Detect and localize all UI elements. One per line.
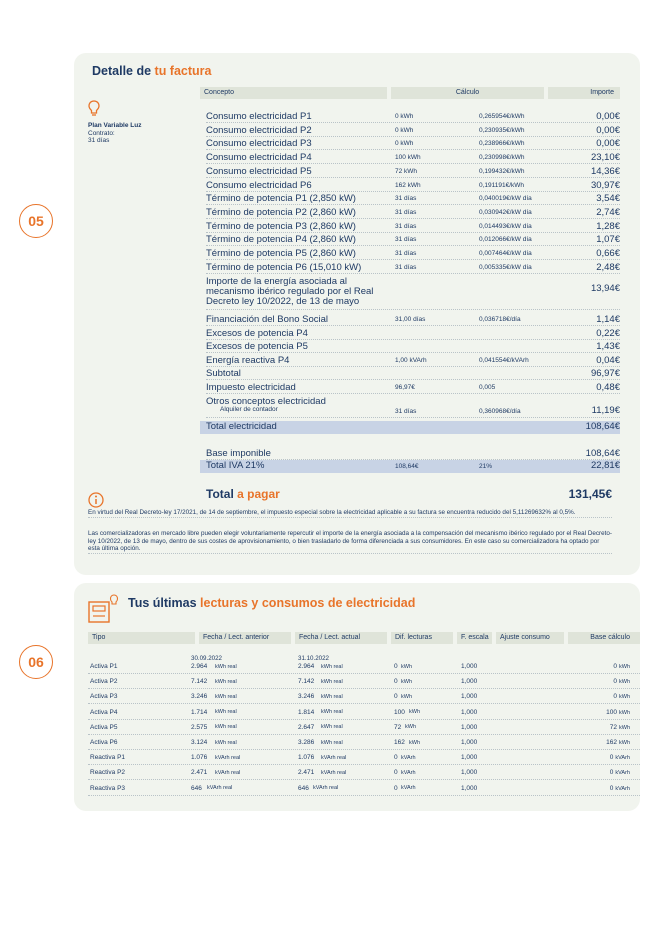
invoice-row	[206, 262, 620, 274]
readings-header: Base cálculo	[568, 632, 640, 644]
row-precio: 0,014493€/kW día	[479, 222, 532, 230]
readings-title-b: lecturas y consumos de electricidad	[200, 596, 416, 610]
readings-header: Ajuste consumo	[496, 632, 564, 644]
reading-tipo: Activa P3	[90, 693, 118, 701]
row-precio: 0,036718€/día	[479, 316, 521, 323]
reading-base-unit: kWh	[619, 664, 630, 670]
row-divider	[88, 703, 640, 704]
reading-diff-value: 0	[394, 693, 398, 701]
header-concepto: Concepto	[200, 87, 387, 99]
row-importe: 2,74€	[596, 206, 620, 218]
readings-header: Dif. lecturas	[391, 632, 453, 644]
reading-diff-value: 0	[394, 754, 398, 762]
row-precio: 0,007464€/kW día	[479, 250, 532, 257]
header-calculo: Cálculo	[391, 87, 544, 99]
invoice-row	[206, 193, 620, 205]
reading-prev-value: 2.964	[191, 663, 208, 670]
reading-base	[610, 785, 630, 792]
header-importe: Importe	[548, 87, 620, 99]
date-prev: 30.09.2022	[191, 655, 222, 662]
row-precio: 0,012066€/kW día	[479, 236, 532, 244]
reading-base-value: 0	[613, 663, 617, 670]
otros-p: 0,360968€/día	[479, 408, 521, 415]
row-divider	[88, 673, 640, 674]
reading-tipo: Activa P2	[90, 678, 118, 686]
row-precio: 0,230935€/kWh	[479, 126, 525, 134]
invoice-row	[206, 341, 620, 353]
row-importe: 1,43€	[596, 341, 620, 353]
plan-dias: 31 días	[88, 137, 110, 144]
row-concepto: Término de potencia P5 (2,860 kW)	[206, 248, 356, 259]
reading-curr-unit: kWh real	[321, 739, 343, 746]
row-divider	[88, 688, 640, 689]
row-importe: 0,66€	[596, 248, 620, 259]
reading-factor: 1,000	[461, 678, 478, 686]
reading-factor: 1,000	[461, 784, 478, 792]
readings-panel	[74, 583, 640, 811]
row-concepto: Consumo electricidad P6	[206, 179, 312, 191]
info-icon	[88, 492, 104, 508]
readings-title-a: Tus últimas	[128, 596, 201, 610]
row-precio: 0,230998€/kWh	[479, 154, 525, 162]
invoice-row	[206, 180, 620, 192]
row-concepto: Término de potencia P2 (2,860 kW)	[206, 206, 356, 218]
reading-diff-unit: kVArh	[401, 754, 416, 761]
reading-prev-unit: kVArh real	[215, 769, 241, 776]
row-divider	[88, 795, 640, 796]
reading-prev-unit: kWh real	[215, 693, 237, 700]
iva-label: Total IVA 21%	[206, 460, 265, 471]
iva-q: 108,64€	[395, 463, 419, 470]
reading-base-unit: kWh	[619, 694, 630, 701]
otros-sub: Alquiler de contador	[220, 406, 278, 413]
reading-curr-unit: kWh real	[321, 693, 343, 700]
date-curr: 31.10.2022	[298, 655, 329, 662]
reading-prev-value: 2.575	[191, 723, 208, 731]
reading-base-value: 162	[606, 739, 617, 746]
row-concepto: Término de potencia P4 (2,860 kW)	[206, 234, 356, 246]
row-importe: 2,48€	[596, 261, 620, 273]
row-importe: 0,48€	[596, 382, 620, 393]
invoice-row	[206, 207, 620, 219]
invoice-row	[206, 382, 620, 394]
readings-header: F. escala	[457, 632, 492, 644]
row-precio: 0,005335€/kW día	[479, 263, 532, 271]
reading-base-value: 0	[609, 784, 614, 792]
reading-curr-unit: kVArh real	[321, 769, 347, 776]
reading-base-value: 72	[609, 723, 617, 731]
reading-prev-unit: kWh real	[215, 663, 237, 670]
row-precio: 0,041554€/kVArh	[479, 356, 529, 364]
row-concepto: Financiación del Bono Social	[206, 314, 328, 325]
reading-factor: 1,000	[461, 769, 478, 777]
reading-base-value: 0	[609, 754, 614, 762]
row-cantidad: 31 días	[395, 222, 417, 230]
total-part-b: a pagar	[237, 487, 280, 501]
row-importe: 0,22€	[596, 327, 620, 339]
row-importe: 1,14€	[596, 314, 620, 325]
plan-info	[88, 122, 141, 145]
row-importe: 1,07€	[596, 234, 620, 246]
reading-base-value: 0	[613, 693, 617, 701]
reading-diff-value: 72	[394, 723, 402, 731]
reading-curr-value: 2.471	[298, 769, 315, 777]
reading-base	[613, 678, 630, 685]
reading-diff-unit: kVArh	[401, 769, 416, 776]
reading-prev-value: 1.714	[191, 708, 208, 716]
reading-base-value: 0	[609, 769, 614, 777]
reading-prev-unit: kVArh real	[207, 785, 233, 792]
row-precio: 0,265954€/kWh	[479, 113, 525, 120]
row-importe: 96,97€	[590, 368, 620, 380]
row-cantidad: 100 kWh	[395, 154, 421, 162]
row-cantidad: 1,00 kVArh	[395, 356, 427, 364]
reading-base-unit: kVArh	[615, 785, 630, 792]
row-concepto: Término de potencia P3 (2,860 kW)	[206, 220, 356, 232]
reading-base-unit: kWh	[619, 679, 630, 686]
reading-base-value: 100	[606, 708, 617, 716]
row-concepto: Consumo electricidad P5	[206, 165, 312, 177]
reading-base-unit: kWh	[619, 740, 630, 746]
reading-prev-unit: kWh real	[215, 678, 237, 685]
invoice-row	[206, 234, 620, 246]
row-precio: 0,191191€/kWh	[479, 181, 525, 189]
reading-tipo: Activa P6	[90, 739, 118, 746]
base-label: Base imponible	[206, 448, 271, 459]
row-importe: 1,28€	[596, 220, 620, 232]
reading-diff-value: 100	[394, 708, 405, 716]
mib-line-3: Decreto ley 10/2022, de 13 de mayo	[206, 296, 360, 307]
row-importe: 30,97€	[590, 179, 620, 191]
reading-prev-value: 3.124	[191, 739, 208, 746]
plan-name: Plan Variable Luz	[88, 122, 142, 129]
reading-tipo: Reactiva P2	[90, 769, 126, 777]
row-concepto: Término de potencia P6 (15,010 kW)	[206, 261, 362, 273]
reading-base	[613, 693, 630, 700]
row-concepto: Energía reactiva P4	[206, 354, 290, 366]
base-value: 108,64€	[585, 448, 620, 459]
note-mib: Las comercializadoras en mercado libre pueden elegir voluntariamente repercutir el importe de la energía asociada a la compensación del mecanismo ibérico regulado por el Real Decreto-ley 10/2022, de 13 de mayo, dentro de sus costes de aprovisionamiento, o bien trasladarlo de forma diferenciada a sus consumidores. En este caso su comercializadora ha optado por esta última opción.	[88, 530, 612, 553]
reading-diff-value: 0	[394, 769, 398, 777]
invoice-row	[206, 328, 620, 340]
reading-diff-unit: kWh	[409, 739, 420, 746]
row-cantidad: 72 kWh	[395, 167, 418, 175]
invoice-row	[206, 125, 620, 137]
row-cantidad: 31,00 días	[395, 316, 426, 323]
reading-base	[606, 739, 630, 746]
row-cantidad: 162 kWh	[395, 181, 421, 189]
title-part-b: tu factura	[154, 64, 212, 78]
row-concepto: Consumo electricidad P3	[206, 138, 312, 150]
reading-base	[613, 663, 630, 670]
row-concepto: Excesos de potencia P5	[206, 341, 308, 353]
reading-curr-unit: kVArh real	[321, 754, 347, 761]
row-cantidad: 31 días	[395, 263, 417, 271]
row-divider	[88, 749, 640, 750]
reading-prev-unit: kWh real	[215, 709, 237, 716]
reading-factor: 1,000	[461, 723, 478, 731]
reading-curr-value: 3.246	[298, 693, 315, 701]
row-divider	[88, 764, 640, 765]
meter-icon	[88, 594, 122, 624]
readings-header: Fecha / Lect. anterior	[199, 632, 291, 644]
otros-row	[206, 396, 620, 418]
total-elec-label: Total electricidad	[206, 421, 277, 432]
reading-diff-value: 0	[394, 784, 398, 792]
invoice-row	[206, 314, 620, 326]
reading-diff-value: 0	[394, 678, 398, 686]
invoice-row	[206, 138, 620, 150]
row-precio: 0,030942€/kW día	[479, 208, 532, 216]
invoice-row	[206, 152, 620, 164]
reading-base-unit: kWh	[619, 709, 630, 716]
readings-header: Fecha / Lect. actual	[295, 632, 387, 644]
reading-tipo: Activa P4	[90, 708, 118, 716]
row-importe: 23,10€	[590, 152, 620, 164]
iva-value: 22,81€	[590, 460, 620, 471]
section-badge-06: 06	[19, 645, 53, 679]
reading-curr-value: 7.142	[298, 678, 315, 686]
reading-prev-unit: kWh real	[215, 724, 237, 731]
row-cantidad: 31 días	[395, 236, 417, 244]
reading-prev-value: 7.142	[191, 678, 208, 686]
row-cantidad: 0 kWh	[395, 140, 414, 148]
reading-prev-value: 3.246	[191, 693, 208, 701]
reading-tipo: Reactiva P3	[90, 784, 126, 792]
reading-curr-unit: kWh real	[321, 678, 343, 685]
reading-base	[606, 709, 630, 716]
reading-diff-value: 0	[394, 663, 398, 670]
reading-prev-value: 2.471	[191, 769, 208, 777]
lightbulb-icon	[88, 100, 100, 118]
note-impuesto: En virtud del Real Decreto-ley 17/2021, de 14 de septiembre, el impuesto especial sobre la electricidad aplicable a su factura se encuentra reducido del 5,11269632% al 0,5%.	[88, 509, 612, 518]
total-pagar-label	[206, 487, 280, 501]
reading-diff-value: 162	[394, 739, 405, 746]
row-importe: 3,54€	[596, 193, 620, 205]
section-badge-05: 05	[19, 204, 53, 238]
reading-curr-unit: kWh real	[321, 663, 343, 670]
reading-diff-unit: kVArh	[401, 785, 416, 792]
mib-row	[206, 277, 620, 310]
invoice-detail-title	[92, 64, 211, 78]
otros-q: 31 días	[395, 408, 417, 415]
reading-diff-unit: kWh	[405, 724, 416, 731]
reading-tipo: Reactiva P1	[90, 754, 126, 762]
reading-prev-unit: kWh real	[215, 739, 237, 746]
reading-prev-unit: kVArh real	[215, 754, 241, 761]
iva-p: 21%	[479, 463, 493, 470]
iva-row	[200, 460, 620, 473]
total-pagar-value: 131,45€	[568, 487, 612, 501]
row-concepto: Excesos de potencia P4	[206, 327, 308, 339]
reading-base-value: 0	[613, 678, 617, 686]
row-concepto: Consumo electricidad P4	[206, 152, 312, 164]
row-concepto: Consumo electricidad P2	[206, 124, 312, 136]
row-importe: 0,00€	[596, 124, 620, 136]
mib-line-1: Importe de la energía asociada al	[206, 276, 348, 287]
total-part-a: Total	[206, 487, 238, 501]
reading-base-unit: kVArh	[615, 770, 630, 777]
reading-diff-unit: kWh	[401, 678, 412, 685]
reading-factor: 1,000	[461, 693, 478, 701]
row-divider	[88, 734, 640, 735]
reading-curr-value: 2.964	[298, 663, 315, 670]
row-precio: 0,199432€/kWh	[479, 167, 525, 175]
row-cantidad: 96,97€	[395, 384, 415, 391]
row-cantidad: 31 días	[395, 195, 417, 203]
reading-prev-value: 646	[191, 784, 202, 792]
reading-base-unit: kVArh	[615, 755, 630, 762]
reading-base	[610, 724, 630, 731]
row-concepto: Consumo electricidad P1	[206, 111, 312, 122]
total-elec-value: 108,64€	[585, 421, 620, 432]
reading-curr-unit: kVArh real	[313, 785, 339, 792]
title-part-a: Detalle de	[92, 64, 155, 78]
row-precio: 0,238966€/kWh	[479, 140, 525, 148]
row-importe: 0,00€	[596, 111, 620, 122]
reading-factor: 1,000	[461, 663, 478, 670]
reading-diff-unit: kWh	[401, 663, 412, 670]
invoice-row	[206, 111, 620, 123]
row-importe: 0,00€	[596, 138, 620, 150]
invoice-row	[206, 368, 620, 380]
invoice-row	[206, 221, 620, 233]
row-precio: 0,040019€/kW día	[479, 195, 532, 203]
readings-title	[128, 596, 415, 610]
reading-diff-unit: kWh	[401, 693, 412, 700]
row-concepto: Subtotal	[206, 368, 241, 380]
reading-curr-value: 2.647	[298, 723, 315, 731]
reading-curr-value: 646	[298, 784, 309, 792]
reading-base	[610, 769, 630, 776]
reading-diff-unit: kWh	[409, 709, 420, 716]
mib-importe: 13,94€	[590, 283, 620, 294]
row-precio: 0,005	[479, 384, 496, 391]
otros-label: Otros conceptos electricidad	[206, 396, 326, 407]
row-cantidad: 0 kWh	[395, 126, 414, 134]
row-concepto: Impuesto electricidad	[206, 382, 296, 393]
reading-curr-unit: kWh real	[321, 724, 343, 731]
row-importe: 14,36€	[590, 165, 620, 177]
invoice-row	[206, 248, 620, 260]
row-divider	[88, 779, 640, 780]
mib-line-2: mecanismo ibérico regulado por el Real	[206, 286, 374, 297]
otros-importe: 11,19€	[591, 405, 620, 416]
invoice-row	[206, 355, 620, 367]
reading-factor: 1,000	[461, 754, 478, 762]
row-importe: 0,04€	[596, 354, 620, 366]
reading-curr-unit: kWh real	[321, 709, 343, 716]
reading-curr-value: 3.286	[298, 739, 315, 746]
reading-factor: 1,000	[461, 739, 478, 746]
reading-curr-value: 1.076	[298, 754, 315, 762]
row-divider	[88, 719, 640, 720]
readings-header: Tipo	[88, 632, 195, 644]
total-electricidad-row	[200, 421, 620, 434]
reading-factor: 1,000	[461, 708, 478, 716]
row-cantidad: 0 kWh	[395, 113, 414, 120]
row-concepto: Término de potencia P1 (2,850 kW)	[206, 193, 356, 205]
invoice-row	[206, 166, 620, 178]
plan-contrato: Contrato:	[88, 129, 115, 137]
reading-base-unit: kWh	[619, 724, 630, 731]
reading-curr-value: 1.814	[298, 708, 315, 716]
reading-prev-value: 1.076	[191, 754, 208, 762]
row-cantidad: 31 días	[395, 250, 417, 257]
reading-base	[610, 754, 630, 761]
base-row	[206, 448, 620, 460]
reading-tipo: Activa P5	[90, 723, 118, 731]
reading-tipo: Activa P1	[90, 663, 118, 670]
row-cantidad: 31 días	[395, 208, 417, 216]
